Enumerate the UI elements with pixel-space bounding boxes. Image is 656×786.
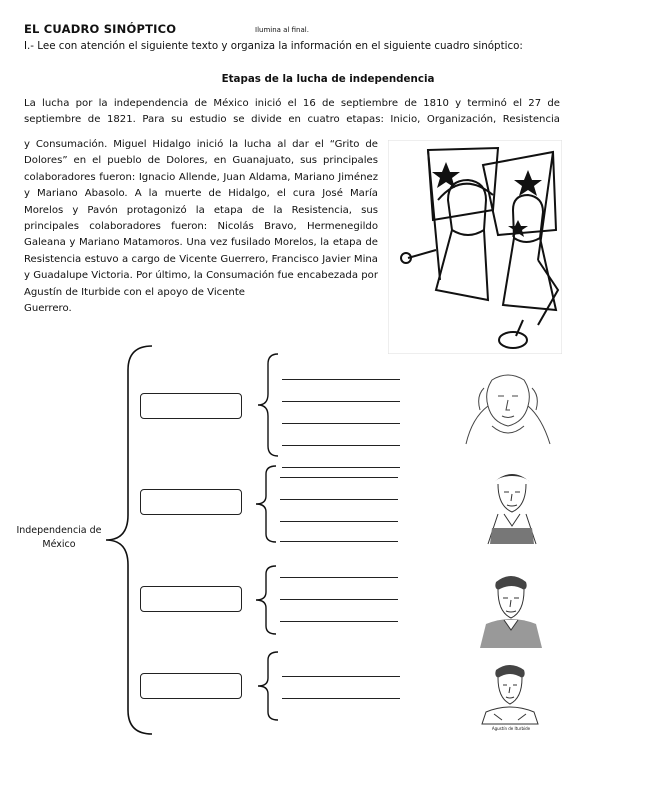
answer-line[interactable]	[280, 577, 398, 578]
answer-line[interactable]	[280, 541, 398, 542]
answer-line[interactable]	[282, 401, 400, 402]
sub-brace-2	[250, 462, 280, 546]
morelos-portrait	[484, 466, 540, 546]
reading-paragraph-side-last: Guerrero.	[24, 303, 72, 315]
answer-line[interactable]	[282, 676, 400, 677]
worksheet-title: EL CUADRO SINÓPTICO	[24, 22, 177, 36]
answer-line[interactable]	[282, 698, 400, 699]
iturbide-portrait	[476, 660, 546, 726]
stage-answer-box-4[interactable]	[140, 673, 242, 699]
sub-brace-4	[252, 648, 282, 724]
sub-brace-1	[252, 350, 282, 460]
stage-answer-box-2[interactable]	[140, 489, 242, 515]
answer-line[interactable]	[280, 599, 398, 600]
answer-line[interactable]	[280, 499, 398, 500]
iturbide-caption: Agustín de Iturbide	[491, 726, 531, 731]
answer-line[interactable]	[280, 621, 398, 622]
instruction-text: I.- Lee con atención el siguiente texto y organiza la información en el siguiente cuadro sinóptico:	[24, 40, 523, 52]
guerrero-portrait	[476, 568, 546, 648]
hidalgo-portrait	[462, 370, 554, 446]
answer-line[interactable]	[282, 467, 400, 468]
reading-paragraph-top: La lucha por la independencia de México inició el 16 de septiembre de 1810 y terminó el 27 de septiembre de 1821. Para su estudio se divide en cuatro etapas: Inicio, Organización, Resistencia	[24, 98, 560, 126]
stage-answer-box-1[interactable]	[140, 393, 242, 419]
answer-line[interactable]	[280, 521, 398, 522]
answer-line[interactable]	[282, 423, 400, 424]
reading-paragraph-side	[24, 137, 378, 317]
answer-line[interactable]	[282, 445, 400, 446]
answer-line[interactable]	[280, 477, 398, 478]
independence-illustration	[388, 140, 562, 354]
sub-brace-3	[250, 562, 280, 638]
color-note: Ilumina al final.	[255, 26, 309, 34]
answer-line[interactable]	[282, 379, 400, 380]
reading-paragraph-side-main: y Consumación. Miguel Hidalgo inició la lucha al dar el “Grito de Dolores” en el pueblo de Dolores, en Guanajuato, sus principales colaboradores fueron: Ignacio Allende, Juan Aldama, Mariano Jiménez y Mariano Abasolo. A la muerte de Hidalgo, el cura José María Morelos y Pavón protagonizó la etapa de la Resistencia, sus principales colaboradores fueron: Nicolás Bravo, Hermenegildo Galeana y Mariano Matamoros. Una vez fusilado Morelos, la etapa de Resistencia estuvo a cargo de Vicente Guerrero, Francisco Javier Mina y Guadalupe Victoria. Por último, la Consumación fue encabezada por Agustín de Iturbide con el apoyo de Vicente	[24, 139, 378, 298]
section-title: Etapas de la lucha de independencia	[221, 73, 435, 85]
stage-answer-box-3[interactable]	[140, 586, 242, 612]
chart-main-label: Independencia de México	[16, 525, 102, 550]
